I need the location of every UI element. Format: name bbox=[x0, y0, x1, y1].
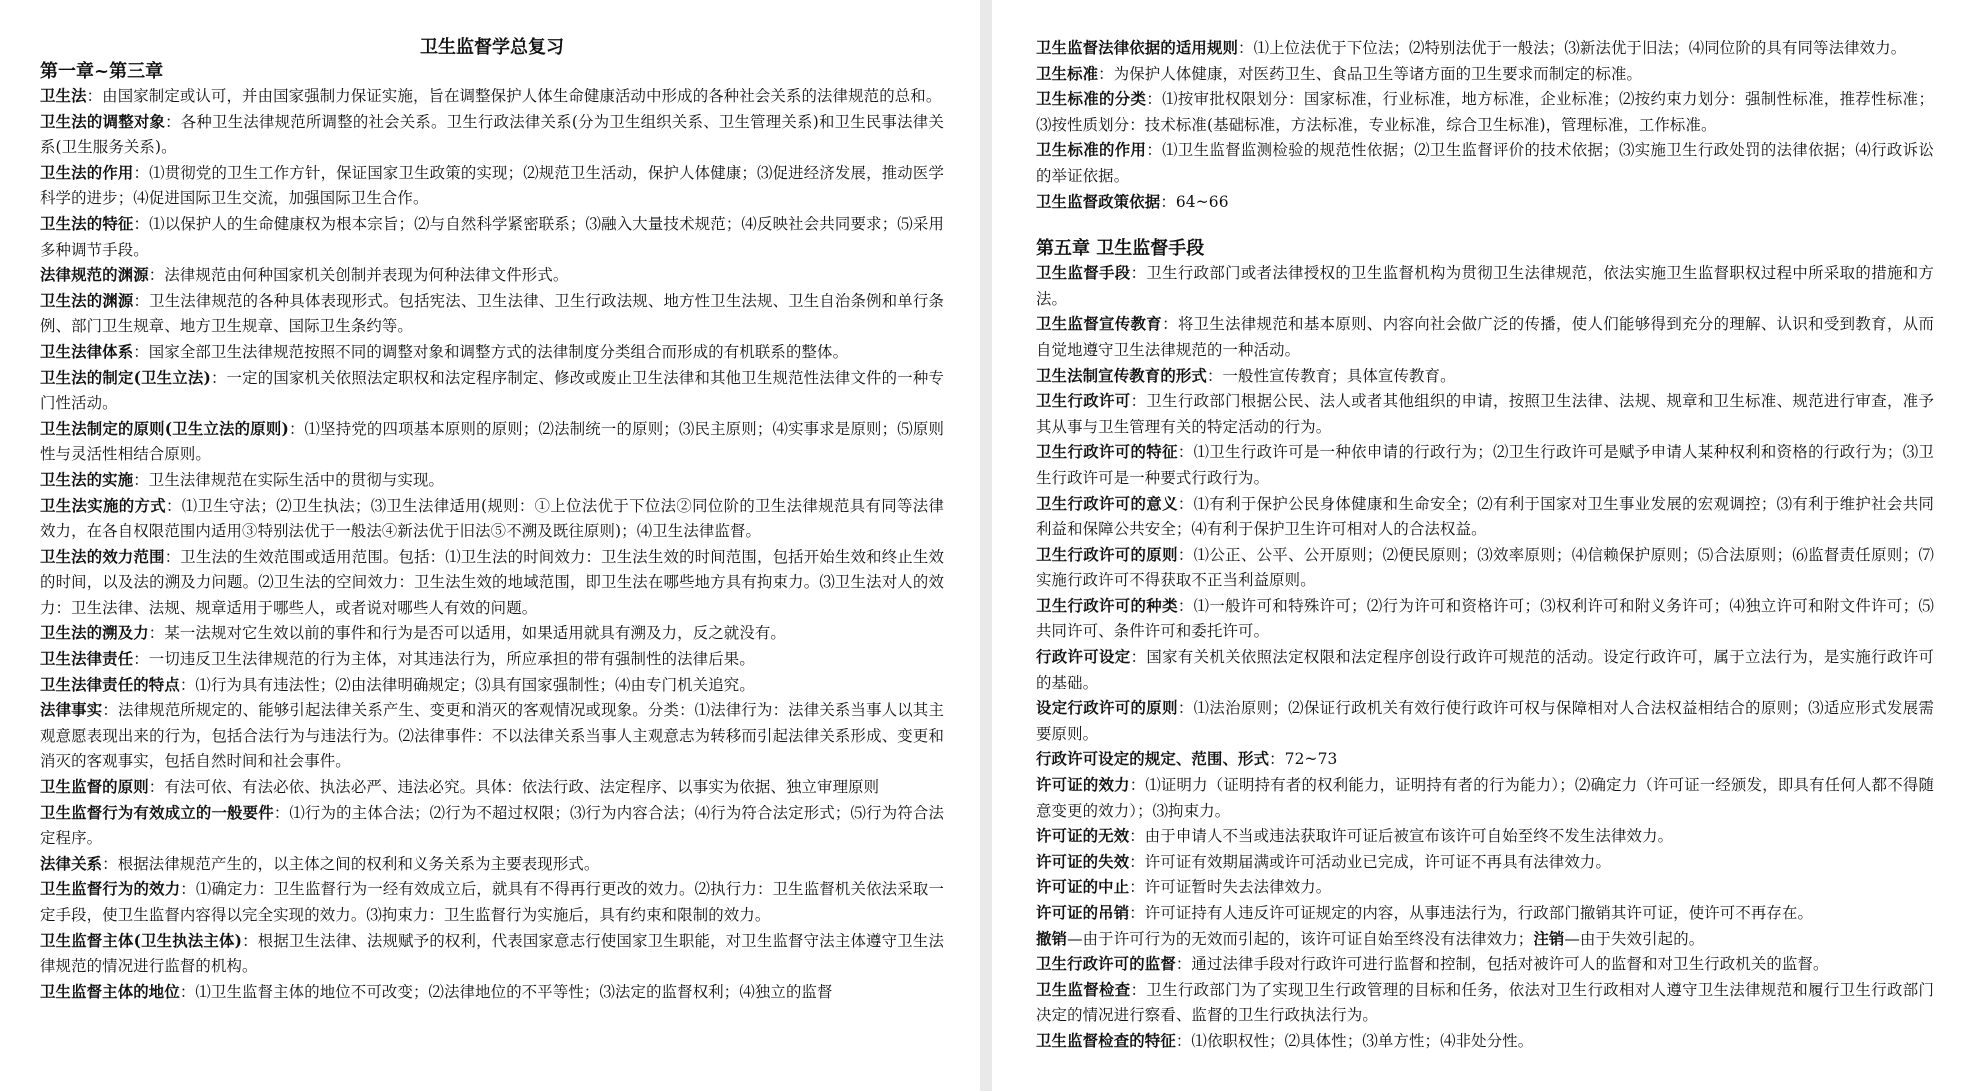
entry-term: 卫生法的溯及力 bbox=[40, 624, 149, 643]
entry-text: ：国家全部卫生法律规范按照不同的调整对象和调整方式的法律制度分类组合而形成的有机联系的整体。 bbox=[133, 342, 849, 361]
definition-entry bbox=[1036, 747, 1934, 773]
entry-term: 撤销 bbox=[1036, 929, 1068, 948]
entry-term: 卫生法制定的原则(卫生立法的原则) bbox=[40, 419, 289, 438]
entry-term: 卫生法的调整对象 bbox=[40, 112, 166, 131]
entry-term: 卫生法实施的方式 bbox=[40, 496, 167, 515]
right-entry-list-bottom bbox=[1036, 261, 1934, 1054]
entry-term: 卫生监督主体(卫生执法主体) bbox=[40, 931, 243, 950]
definition-entry bbox=[1036, 1029, 1934, 1055]
definition-entry bbox=[40, 980, 944, 1006]
entry-text: —由于失效引起的。 bbox=[1564, 929, 1705, 948]
entry-term: 行政许可设定 bbox=[1036, 648, 1131, 667]
definition-entry bbox=[1036, 543, 1934, 594]
definition-entry bbox=[40, 877, 944, 928]
entry-term: 卫生标准的作用 bbox=[1036, 141, 1147, 160]
entry-term: 卫生法的实施 bbox=[40, 470, 134, 489]
definition-entry bbox=[40, 494, 944, 545]
entry-text: ：许可证暂时失去法律效力。 bbox=[1129, 878, 1332, 897]
entry-text: ：法律规范所规定的、能够引起法律关系产生、变更和消灭的客观情况或现象。分类：⑴法律行为：法律关系当事人以其主观意愿表现出来的行为，包括合法行为与违法行为。⑵法律事件：不以法律关系当事人主观意志为转移而引起法律关系形成、变更和消灭的客观事实，包括自然时间和社会事件。 bbox=[40, 701, 944, 771]
entry-term: 卫生监督法律依据的适用规则 bbox=[1036, 39, 1239, 57]
definition-entry bbox=[40, 929, 944, 980]
definition-entry bbox=[1036, 312, 1934, 363]
entry-text: ：通过法律手段对行政许可进行监督和控制，包括对被许可人的监督和对卫生行政机关的监督。 bbox=[1175, 955, 1829, 974]
entry-text: ：由于申请人不当或违法获取许可证后被宣布该许可自始至终不发生法律效力。 bbox=[1129, 827, 1674, 846]
definition-entry bbox=[40, 698, 944, 775]
definition-entry bbox=[1036, 875, 1934, 901]
definition-entry bbox=[40, 340, 944, 366]
right-entry-list-top bbox=[1036, 36, 1934, 215]
entry-term: 卫生法的渊源 bbox=[40, 291, 134, 310]
definition-entry bbox=[40, 263, 944, 289]
entry-text: ：卫生行政部门根据公民、法人或者其他组织的申请，按照卫生法律、法规、规章和卫生标准、规范进行审查，准予其从事与卫生管理有关的特定活动的行为。 bbox=[1036, 392, 1935, 436]
entry-text: ：许可证有效期届满或许可活动业已完成，许可证不再具有法律效力。 bbox=[1129, 852, 1612, 871]
entry-text: ：由国家制定或认可，并由国家强制力保证实施，旨在调整保护人体生命健康活动中形成的各种社会关系的法律规范的总和。 bbox=[86, 87, 942, 105]
entry-term: 卫生法律体系 bbox=[40, 342, 134, 361]
definition-entry bbox=[40, 673, 944, 699]
entry-text: ：某一法规对它生效以前的事件和行为是否可以适用，如果适用就具有溯及力，反之就没有。 bbox=[148, 624, 786, 643]
entry-text: ：为保护人体健康，对医药卫生、食品卫生等诸方面的卫生要求而制定的标准。 bbox=[1098, 64, 1643, 83]
entry-term: 注销 bbox=[1533, 929, 1565, 948]
entry-text: ：一定的国家机关依照法定职权和法定程序制定、修改或废止卫生法律和其他卫生规范性法律文件的一种专门性活动。 bbox=[40, 368, 944, 413]
definition-entry bbox=[1036, 696, 1934, 747]
definition-entry bbox=[40, 366, 944, 417]
entry-text: ：将卫生法律规范和基本原则、内容向社会做广泛的传播，使人们能够得到充分的理解、认识和受到教育，从而自觉地遵守卫生法律规范的一种活动。 bbox=[1036, 315, 1935, 359]
entry-text: ：⑴按审批权限划分：国家标准，行业标准，地方标准，企业标准；⑵按约束力划分：强制性标准，推荐性标准；⑶按性质划分：技术标准(基础标准，方法标准，专业标准，综合卫生标准)，管理标准，工作标准。 bbox=[1036, 90, 1934, 134]
entry-term: 设定行政许可的原则 bbox=[1036, 699, 1178, 718]
entry-text: ：许可证持有人违反许可证规定的内容，从事违法行为，行政部门撤销其许可证，使许可不再存在。 bbox=[1129, 904, 1814, 922]
definition-entry bbox=[1036, 492, 1934, 543]
entry-term: 卫生行政许可的原则 bbox=[1036, 545, 1178, 564]
definition-entry bbox=[40, 468, 944, 494]
definition-entry bbox=[40, 289, 944, 340]
entry-term: 卫生行政许可的意义 bbox=[1036, 494, 1178, 513]
entry-term: 许可证的效力 bbox=[1036, 776, 1130, 795]
definition-entry bbox=[40, 647, 944, 673]
definition-entry bbox=[1036, 364, 1934, 390]
definition-entry bbox=[1036, 36, 1934, 62]
entry-text: ：⑴卫生监督主体的地位不可改变；⑵法律地位的不平等性；⑶法定的监督权利；⑷独立的监督 bbox=[179, 982, 833, 1001]
definition-entry bbox=[1036, 952, 1934, 978]
definition-entry bbox=[40, 84, 944, 110]
entry-text: ：⑴坚持党的四项基本原则的原则；⑵法制统一的原则；⑶民主原则；⑷实事求是原则；⑸原则性与灵活性相结合原则。 bbox=[40, 419, 944, 464]
definition-entry bbox=[1036, 62, 1934, 88]
definition-entry bbox=[1036, 594, 1934, 645]
entry-text: ：⑴贯彻党的卫生工作方针，保证国家卫生政策的实现；⑵规范卫生活动，保护人体健康；⑶促进经济发展，推动医学科学的进步；⑷促进国际卫生交流，加强国际卫生合作。 bbox=[40, 163, 944, 208]
entry-term: 卫生法制宣传教育的形式 bbox=[1036, 366, 1207, 385]
entry-term: 卫生监督宣传教育 bbox=[1036, 315, 1163, 334]
entry-term: 法律关系 bbox=[40, 854, 103, 873]
definition-entry bbox=[1036, 978, 1934, 1029]
entry-text: ：⑴卫生监督监测检验的规范性依据；⑵卫生监督评价的技术依据；⑶实施卫生行政处罚的法律依据；⑷行政诉讼的举证依据。 bbox=[1036, 141, 1934, 185]
entry-term: 卫生法律责任 bbox=[40, 650, 134, 669]
entry-text: ：卫生法律规范的各种具体表现形式。包括宪法、卫生法律、卫生行政法规、地方性卫生法规、卫生自治条例和单行条例、部门卫生规章、地方卫生规章、国际卫生条约等。 bbox=[40, 291, 944, 336]
definition-entry bbox=[40, 545, 944, 622]
entry-term: 卫生监督行为有效成立的一般要件 bbox=[40, 803, 274, 822]
definition-entry bbox=[1036, 87, 1934, 138]
entry-term: 法律规范的渊源 bbox=[40, 266, 149, 285]
entry-term: 卫生法的作用 bbox=[40, 163, 134, 182]
entry-text: ：有法可依、有法必依、执法必严、违法必究。具体：依法行政、法定程序、以事实为依据、独立审理原则 bbox=[148, 778, 880, 797]
definition-entry bbox=[1036, 901, 1934, 927]
entry-text: ：64~66 bbox=[1160, 192, 1229, 211]
definition-entry bbox=[40, 775, 944, 801]
entry-term: 卫生法的制定(卫生立法) bbox=[40, 368, 211, 387]
entry-text: ：卫生行政部门或者法律授权的卫生监督机构为贯彻卫生法律规范，依法实施卫生监督职权过程中所采取的措施和方法。 bbox=[1036, 264, 1935, 308]
definition-entry bbox=[40, 212, 944, 263]
entry-term: 许可证的无效 bbox=[1036, 827, 1130, 846]
definition-entry bbox=[1036, 440, 1934, 491]
definition-entry bbox=[1036, 645, 1934, 696]
entry-text: ：各种卫生法律规范所调整的社会关系。卫生行政法律关系(分为卫生组织关系、卫生管理关系)和卫生民事法律关系(卫生服务关系)。 bbox=[40, 112, 944, 157]
entry-term: 卫生监督的原则 bbox=[40, 778, 149, 797]
entry-text: ：根据法律规范产生的，以主体之间的权利和义务关系为主要表现形式。 bbox=[102, 854, 600, 873]
entry-term: 卫生法的特征 bbox=[40, 214, 134, 233]
page-right bbox=[992, 0, 1962, 1091]
definition-entry bbox=[1036, 261, 1934, 312]
definition-entry bbox=[40, 852, 944, 878]
definition-entry bbox=[40, 621, 944, 647]
entry-text: ：⑴行为的主体合法；⑵行为不超过权限；⑶行为内容合法；⑷行为符合法定形式；⑸行为符合法定程序。 bbox=[40, 803, 944, 848]
entry-term: 卫生法律责任的特点 bbox=[40, 675, 180, 694]
entry-term: 卫生法的效力范围 bbox=[40, 547, 165, 566]
entry-text: ：⑴依职权性；⑵具体性；⑶单方性；⑷非处分性。 bbox=[1175, 1031, 1534, 1050]
definition-entry bbox=[1036, 138, 1934, 189]
entry-term: 卫生标准的分类 bbox=[1036, 90, 1147, 109]
entry-text: —由于许可行为的无效而引起的，该许可证自始至终没有法律效力； bbox=[1067, 929, 1534, 948]
entry-text: ：⑴上位法优于下位法；⑵特别法优于一般法；⑶新法优于旧法；⑷同位阶的具有同等法律效力。 bbox=[1238, 39, 1907, 57]
entry-term: 卫生行政许可的种类 bbox=[1036, 596, 1178, 615]
chapter-heading: 第五章 卫生监督手段 bbox=[1036, 238, 1205, 260]
entry-text: ：⑴一般许可和特殊许可；⑵行为许可和资格许可；⑶权利许可和附义务许可；⑷独立许可和附文件许可；⑸共同许可、条件许可和委托许可。 bbox=[1036, 596, 1934, 641]
entry-term: 卫生监督检查 bbox=[1036, 980, 1131, 999]
entry-term: 行政许可设定的规定、范围、形式 bbox=[1036, 750, 1270, 769]
definition-entry bbox=[1036, 190, 1934, 216]
chapter-heading: 第一章~第三章 bbox=[40, 61, 164, 82]
definition-entry bbox=[1036, 850, 1934, 876]
entry-text: ：⑴公正、公平、公开原则；⑵便民原则；⑶效率原则；⑷信赖保护原则；⑸合法原则；⑹监督责任原则；⑺实施行政许可不得获取不正当利益原则。 bbox=[1036, 545, 1934, 590]
definition-entry bbox=[40, 161, 944, 212]
entry-text: ：法律规范由何种国家机关创制并表现为何种法律文件形式。 bbox=[148, 266, 569, 285]
entry-term: 卫生标准 bbox=[1036, 64, 1099, 83]
left-entry-list bbox=[40, 84, 944, 1005]
entry-text: ：⑴有利于保护公民身体健康和生命安全；⑵有利于国家对卫生事业发展的宏观调控；⑶有利于维护社会共同利益和保障公共安全；⑷有利于保护卫生许可相对人的合法权益。 bbox=[1036, 494, 1934, 539]
entry-term: 卫生行政许可的特征 bbox=[1036, 443, 1178, 462]
entry-term: 卫生法 bbox=[40, 87, 87, 105]
entry-text: ：⑴确定力：卫生监督行为一经有效成立后，就具有不得再行更改的效力。⑵执行力：卫生监督机关依法采取一定手段，使卫生监督内容得以完全实现的效力。⑶拘束力：卫生监督行为实施后，具有约束和限制的效力。 bbox=[40, 880, 944, 924]
entry-text: ：⑴法治原则；⑵保证行政机关有效行使行政许可权与保障相对人合法权益相结合的原则；⑶适应形式发展需要原则。 bbox=[1036, 699, 1934, 743]
definition-entry bbox=[40, 417, 944, 468]
entry-term: 许可证的失效 bbox=[1036, 852, 1130, 871]
entry-text: ：⑴以保护人的生命健康权为根本宗旨；⑵与自然科学紧密联系；⑶融入大量技术规范；⑷反映社会共同要求；⑸采用多种调节手段。 bbox=[40, 214, 944, 259]
definition-entry bbox=[1036, 389, 1934, 440]
entry-text: ：卫生行政部门为了实现卫生行政管理的目标和任务，依法对卫生行政相对人遵守卫生法律规范和履行卫生行政部门决定的情况进行察看、监督的卫生行政执法行为。 bbox=[1036, 980, 1935, 1025]
definition-entry bbox=[40, 110, 944, 161]
definition-entry bbox=[1036, 773, 1934, 824]
entry-text: ：根据卫生法律、法规赋予的权利，代表国家意志行使国家卫生职能，对卫生监督守法主体遵守卫生法律规范的情况进行监督的机构。 bbox=[40, 931, 944, 976]
entry-text: ：⑴卫生行政许可是一种依申请的行政行为；⑵卫生行政许可是赋予申请人某种权利和资格的行政行为；⑶卫生行政许可是一种要式行政行为。 bbox=[1036, 443, 1934, 487]
entry-text: ：卫生法律规范在实际生活中的贯彻与实现。 bbox=[133, 470, 445, 489]
entry-text: ：⑴行为具有违法性；⑵由法律明确规定；⑶具有国家强制性；⑷由专门机关追究。 bbox=[179, 675, 755, 694]
entry-term: 卫生监督主体的地位 bbox=[40, 982, 180, 1001]
entry-text: ：⑴证明力（证明持有者的权利能力，证明持有者的行为能力）；⑵确定力（许可证一经颁发，即具有任何人都不得随意变更的效力）；⑶拘束力。 bbox=[1036, 776, 1934, 820]
definition-entry bbox=[1036, 927, 1934, 953]
entry-text: ：一般性宣传教育；具体宣传教育。 bbox=[1206, 366, 1456, 385]
entry-text: ：国家有关机关依照法定权限和法定程序创设行政许可规范的活动。设定行政许可，属于立法行为，是实施行政许可的基础。 bbox=[1036, 648, 1935, 692]
entry-term: 卫生监督检查的特征 bbox=[1036, 1031, 1176, 1050]
document-title: 卫生监督学总复习 bbox=[420, 37, 564, 58]
entry-term: 许可证的吊销 bbox=[1036, 904, 1130, 922]
definition-entry bbox=[40, 801, 944, 852]
entry-term: 卫生行政许可的监督 bbox=[1036, 955, 1176, 974]
entry-term: 许可证的中止 bbox=[1036, 878, 1130, 897]
entry-text: ：卫生法的生效范围或适用范围。包括：⑴卫生法的时间效力：卫生法生效的时间范围，包括开始生效和终止生效的时间，以及法的溯及力问题。⑵卫生法的空间效力：卫生法生效的地域范围，即卫生法在哪些地方具有拘束力。⑶卫生法对人的效力：卫生法律、法规、规章适用于哪些人，或者说对哪些人有效的问题。 bbox=[40, 547, 944, 617]
entry-text: ：一切违反卫生法律规范的行为主体，对其违法行为，所应承担的带有强制性的法律后果。 bbox=[133, 650, 755, 669]
entry-term: 卫生行政许可 bbox=[1036, 392, 1131, 411]
entry-text: ：⑴卫生守法；⑵卫生执法；⑶卫生法律适用(规则：①上位法优于下位法②同位阶的卫生法律规范具有同等法律效力，在各自权限范围内适用③特别法优于一般法④新法优于旧法⑤不溯及既往原则)；⑷卫生法律监督。 bbox=[40, 496, 944, 541]
entry-term: 卫生监督行为的效力 bbox=[40, 880, 181, 899]
definition-entry bbox=[1036, 824, 1934, 850]
entry-term: 卫生监督手段 bbox=[1036, 264, 1131, 283]
entry-text: ：72~73 bbox=[1269, 750, 1338, 769]
page-left bbox=[0, 0, 980, 1091]
entry-term: 法律事实 bbox=[40, 701, 103, 720]
entry-term: 卫生监督政策依据 bbox=[1036, 192, 1161, 211]
